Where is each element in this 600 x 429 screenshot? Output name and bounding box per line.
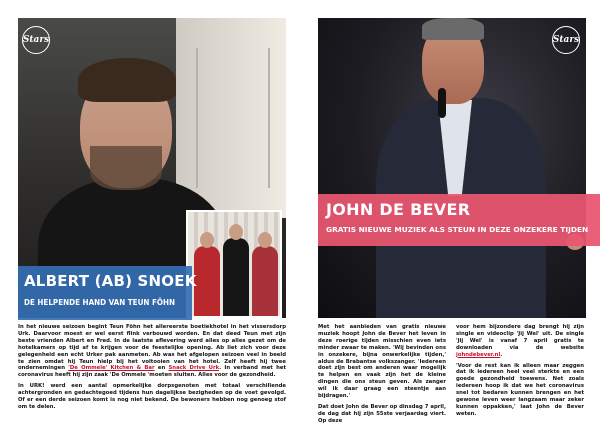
left-page — [18, 18, 286, 410]
stars-logo: Stars — [552, 26, 580, 54]
person-right-head — [258, 232, 272, 248]
text-segment: en — [154, 365, 169, 372]
text-segment: . — [500, 351, 503, 358]
right-col1-paragraph-2: Dat doet John de Bever op dinsdag 7 april, de dag dat hij zijn 55ste verjaardag viert. Op deze — [318, 403, 446, 424]
article-title: JOHN DE BEVER — [326, 200, 471, 219]
person-right — [252, 246, 278, 316]
window-background — [176, 18, 286, 218]
left-paragraph-1 — [18, 324, 286, 379]
man-beard — [90, 146, 162, 190]
left-paragraph-2: In URK! werd een aantal opmerkelijke dorpsgenoten met totaal verschillende achtergronden en gedachtegoed tijdens hun dagelijkse bezigheden op de voet gevolgd. Of er een derde seizoen komt is nog niet bekend. De bewoners hebben nog genoeg stof om te delen. — [18, 383, 286, 410]
article-title: ALBERT (AB) SNOEK — [24, 272, 197, 290]
person-middle — [223, 238, 249, 316]
right-col2-paragraph-2: 'Voor de rest kan ik alleen maar zeggen dat ik iedereen heel veel sterkte en een goede gezondheid toewens. Net zoals iedereen hoop ik dat we het coronavirus snel tot bedaren kunnen brengen en het gewone leven weer langzaam maar zeker kunnen oppakken,' laat John de Bever weten. — [456, 362, 584, 417]
right-column-2 — [456, 324, 584, 422]
article-subtitle: DE HELPENDE HAND VAN TEUN FÖHN — [24, 298, 176, 307]
stars-logo: Stars — [22, 26, 50, 54]
right-col1-paragraph-1: Met het aanbieden van gratis nieuwe muziek hoopt John de Bever het leven in deze roerige tijden misschien even iets minder zwaar te maken. 'Wij bevinden ons in onzekere, bijna onwerkelijke tijden,' aldus de Brabantse volkszanger. 'Iedereen doet zijn best om anderen waar mogelijk te helpen en vaak zijn het de kleine dingen die ons steun geven. Als zanger wil ik daar graag een steentje aan bijdragen.' — [318, 324, 446, 400]
person-left-head — [200, 232, 214, 248]
john-de-bever-photo — [318, 18, 589, 318]
website-link[interactable]: johndebever.nl — [456, 351, 501, 358]
singer-hair — [422, 18, 484, 40]
right-column-1 — [318, 324, 446, 429]
inset-group-photo — [186, 210, 282, 318]
person-middle-head — [229, 224, 243, 240]
article-subtitle: GRATIS NIEUWE MUZIEK ALS STEUN IN DEZE ONZEKERE TIJDEN — [326, 225, 589, 234]
right-title-band — [318, 194, 600, 246]
man-hair — [78, 58, 176, 102]
left-title-band — [18, 266, 197, 320]
person-left — [194, 246, 220, 316]
microphone — [438, 88, 446, 118]
ommele-link[interactable]: 'De Ommele' Kitchen & Bar — [68, 365, 155, 372]
text-segment: . In verband met het coronavirus heeft hij zijn zaak 'De Ommele 'moeten sluiten. Alles voor de gezondheid. — [18, 365, 286, 379]
snack-drive-link[interactable]: Snack Drive Urk — [168, 365, 220, 372]
left-article-body — [18, 324, 286, 415]
right-page — [318, 18, 589, 424]
right-col2-paragraph-1 — [456, 324, 584, 359]
text-segment: In het nieuwe seizoen begint Teun Föhn het allereerste boetiekhotel in het vissersdorp Urk. Daarvoor moest er wel eerst flink verbouwd worden. En dat deed Teun met zijn beste vrienden Albert en Fred. In de laatste aflevering werd alles op alles gezet om de hotelkamers op tijd af te krijgen voor de feestelijke opening. Ab liet zich voor deze gelegenheid een echt Urker pak aanmeten. Ab was het afgelopen seizoen veel in beeld te zien omdat hij Teun hielp bij het voltooien van het hotel. Zelf heeft hij twee ondernemingen — [18, 324, 286, 372]
text-segment: voor hem bijzondere dag brengt hij zijn single en videoclip 'Jij Wel' uit. De single 'Jij Wel' is vanaf 7 april gratis te downloaden via de website — [456, 324, 584, 351]
